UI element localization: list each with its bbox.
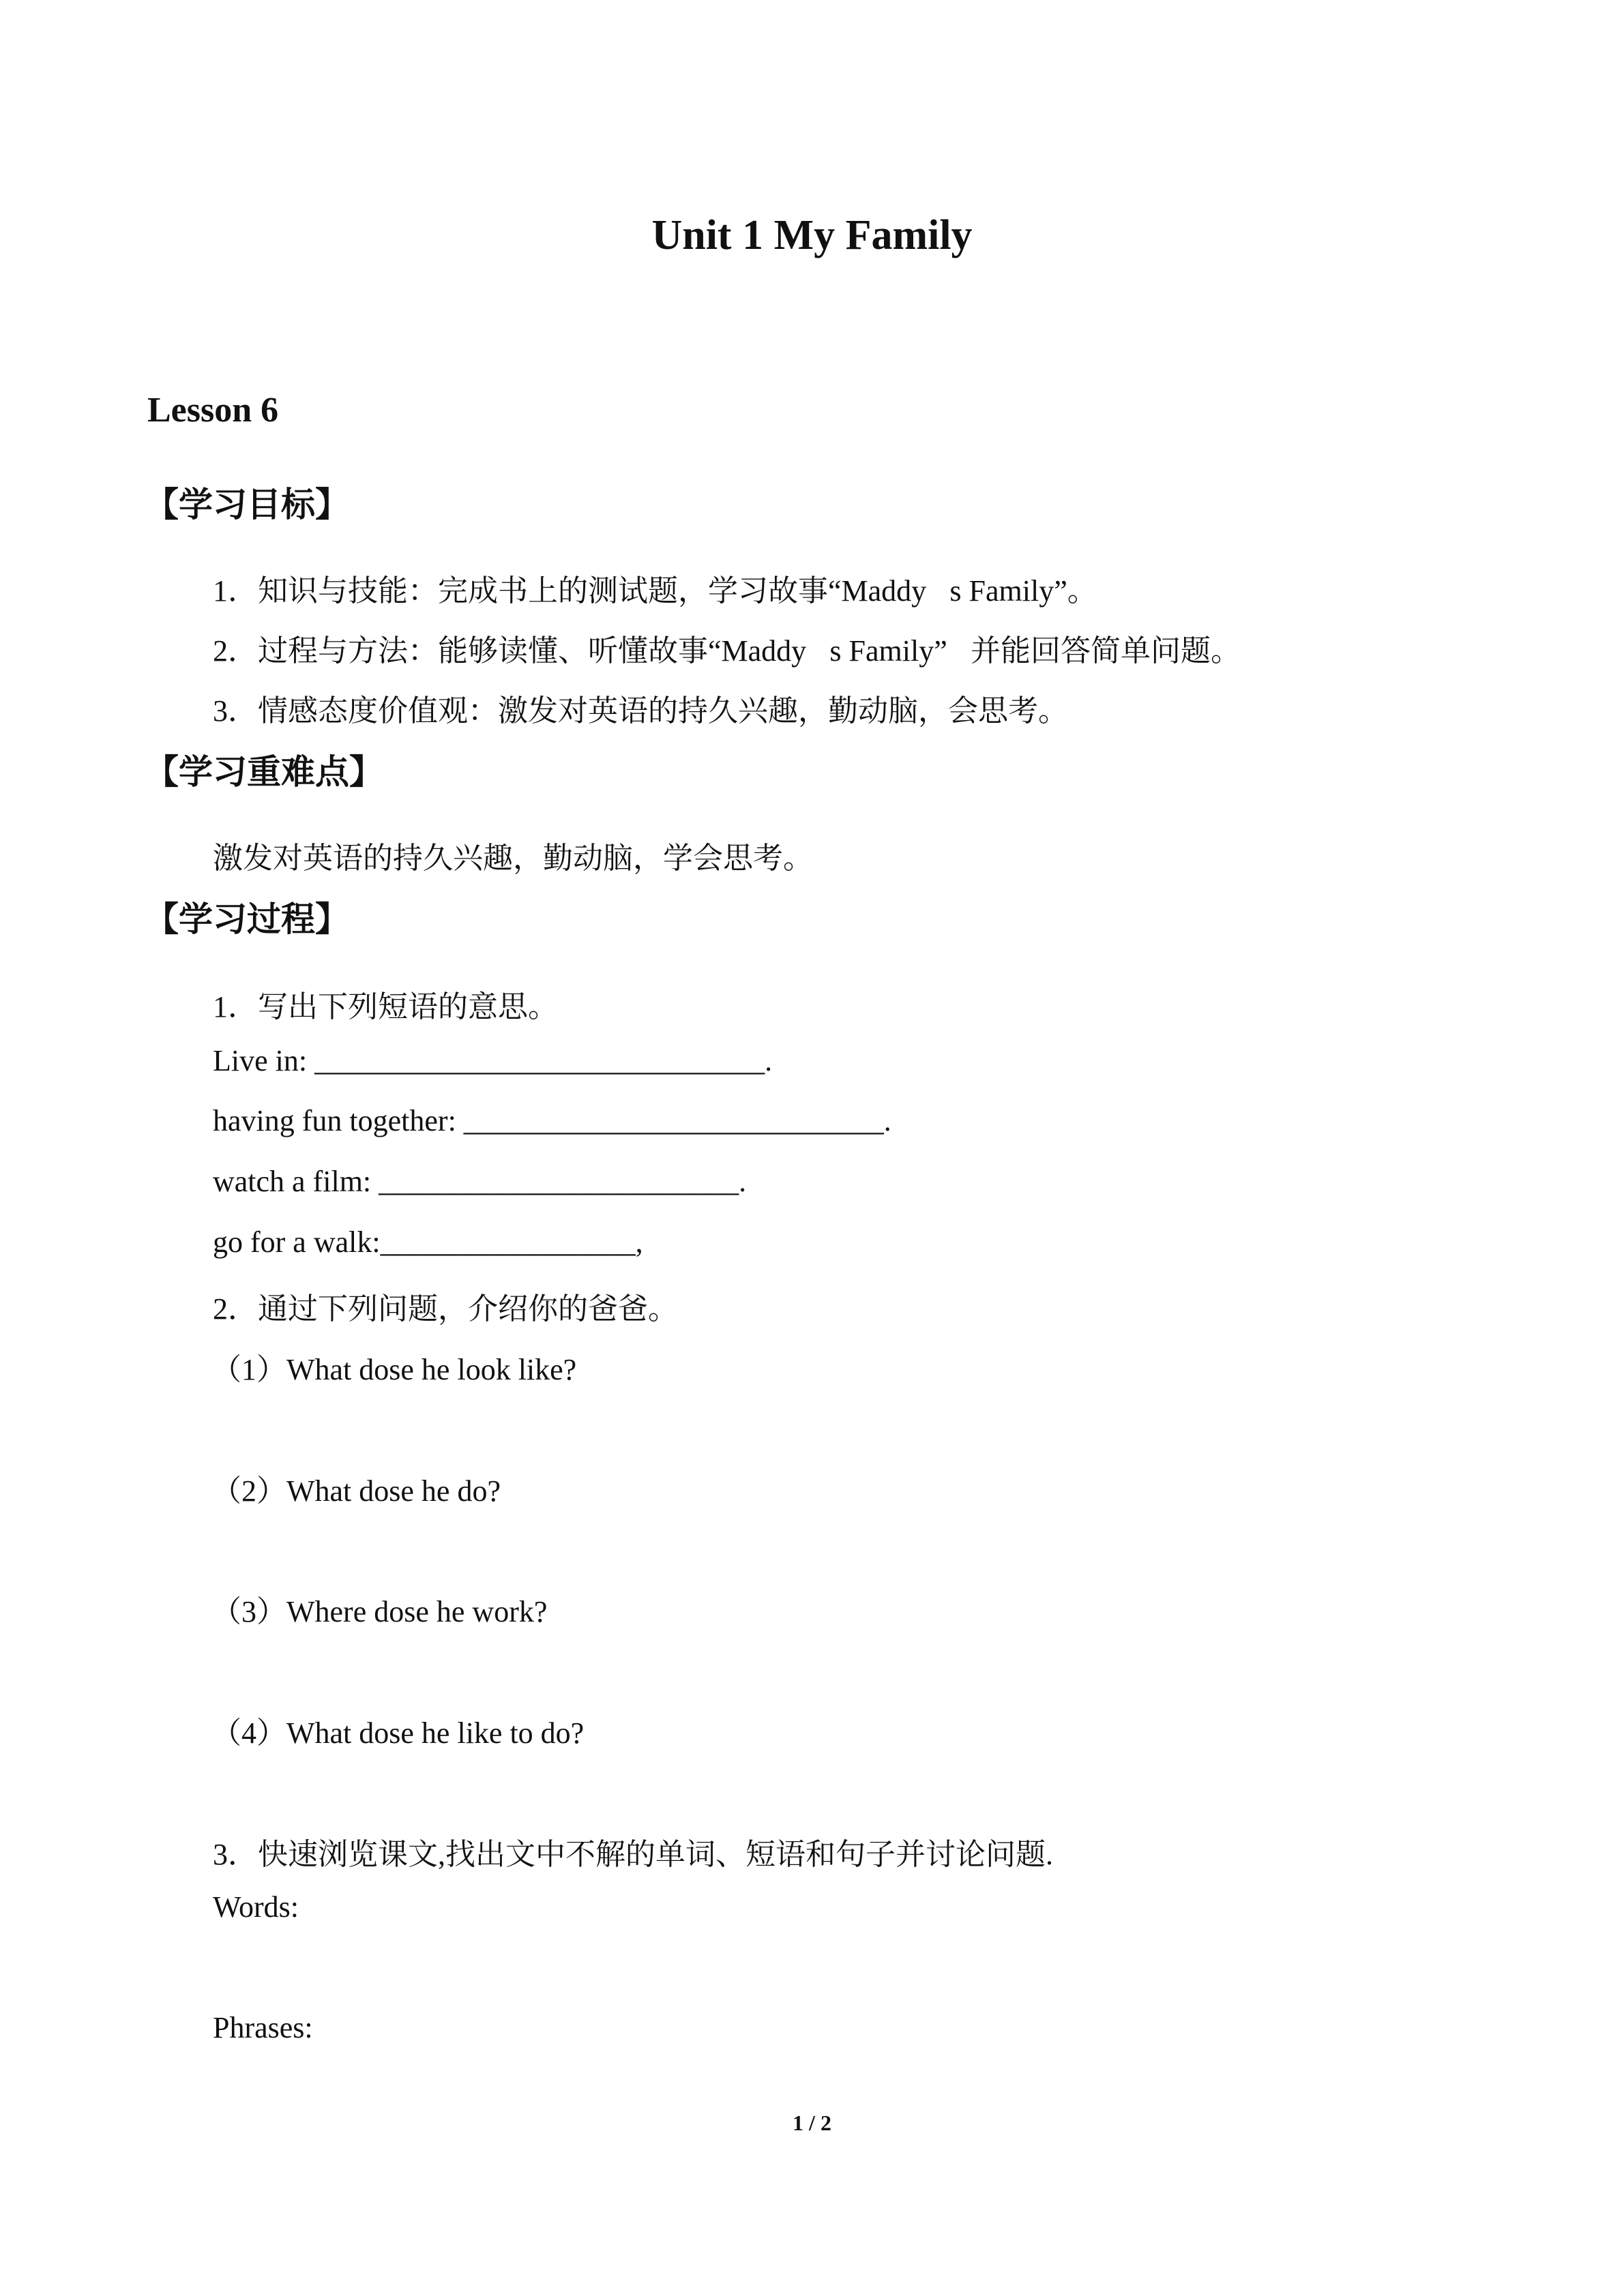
page-number: 1 / 2 — [793, 2111, 831, 2135]
objective-item-3: 3．情感态度价值观：激发对英语的持久兴趣，勤动脑，会思考。 — [213, 694, 1068, 728]
task2-instruction: 2．通过下列问题，介绍你的爸爸。 — [213, 1292, 678, 1326]
question-1: （1）What dose he look like? — [211, 1353, 577, 1386]
objective-item-1: 1．知识与技能：完成书上的测试题，学习故事“Maddy s Family”。 — [213, 574, 1097, 608]
phrase-line-2: having fun together: ____________________________. — [213, 1104, 891, 1137]
document-title: Unit 1 My Family — [651, 212, 973, 258]
objective-item-2: 2．过程与方法：能够读懂、听懂故事“Maddy s Family”，并能回答简单问题。 — [213, 634, 1241, 668]
phrase-line-4: go for a walk:_________________, — [213, 1225, 643, 1259]
task1-instruction: 1．写出下列短语的意思。 — [213, 990, 558, 1024]
words-label: Words: — [213, 1890, 299, 1924]
key-points-heading: 【学习重难点】 — [145, 752, 383, 792]
process-heading: 【学习过程】 — [145, 899, 349, 939]
question-2: （2）What dose he do? — [211, 1474, 501, 1508]
phrase-line-3: watch a film: ________________________. — [213, 1165, 747, 1198]
phrases-label: Phrases: — [213, 2011, 313, 2044]
lesson-heading: Lesson 6 — [147, 391, 279, 430]
objectives-heading: 【学习目标】 — [145, 485, 349, 524]
key-points-text: 激发对英语的持久兴趣，勤动脑，学会思考。 — [213, 841, 813, 875]
question-4: （4）What dose he like to do? — [211, 1716, 585, 1750]
question-3: （3）Where dose he work? — [211, 1595, 548, 1628]
task3-instruction: 3．快速浏览课文,找出文中不解的单词、短语和句子并讨论问题. — [213, 1838, 1053, 1871]
phrase-line-1: Live in: ______________________________. — [213, 1044, 773, 1077]
